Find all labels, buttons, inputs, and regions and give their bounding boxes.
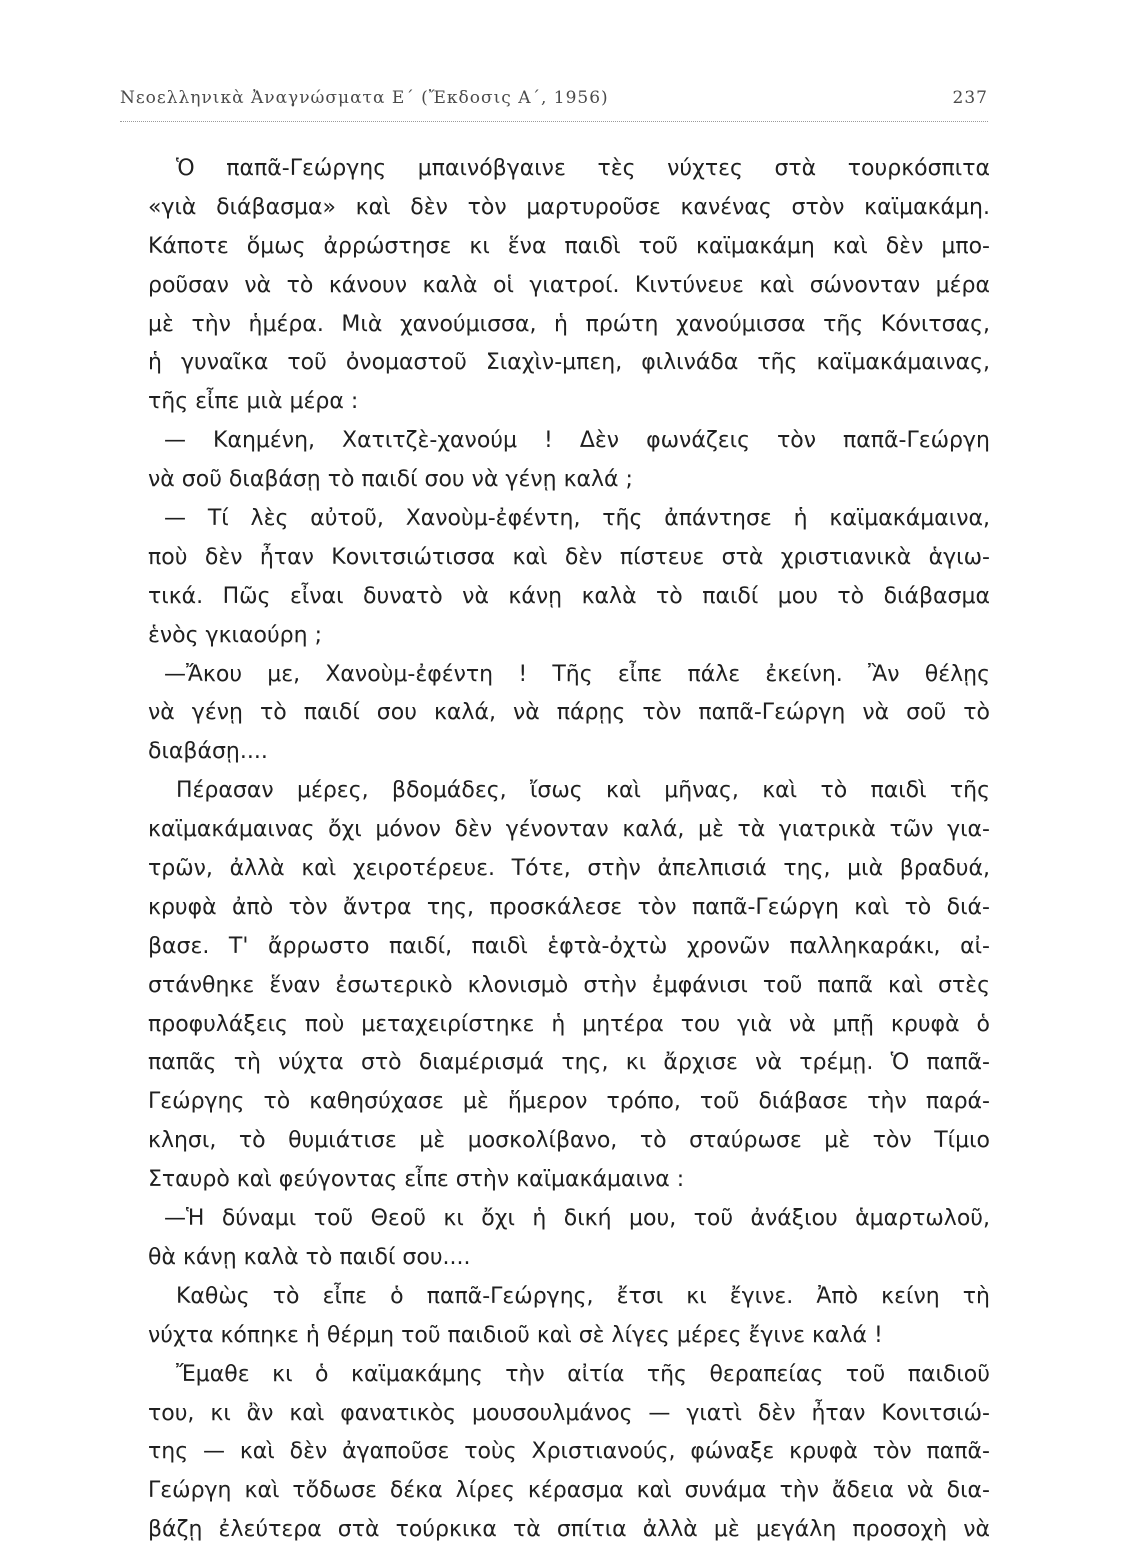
running-header	[120, 88, 988, 116]
text-line: νύχτα κόπηκε ἡ θέρμη τοῦ παιδιοῦ καὶ σὲ λίγες μέρες ἔγινε καλά !	[148, 1322, 883, 1348]
text-line: του, κι ἂν καὶ φανατικὸς μουσουλμάνος — γιατὶ δὲν ἦταν Κονιτσιώ-	[148, 1400, 990, 1426]
text-line: ποὺ δὲν ἦταν Κονιτσιώτισσα καὶ δὲν πίστευε στὰ χριστιανικὰ ἁγιω-	[148, 544, 990, 570]
text-line: ἡ γυναῖκα τοῦ ὀνομαστοῦ Σιαχὶν-μπεη, φιλινάδα τῆς καϊμακάμαινας,	[148, 350, 990, 376]
text-line: καϊμακάμαινας ὄχι μόνον δὲν γένονταν καλά, μὲ τὰ γιατρικὰ τῶν για-	[148, 817, 990, 843]
text-line: Σταυρὸ καὶ φεύγοντας εἶπε στὴν καϊμακάμαινα :	[148, 1167, 685, 1193]
text-line: τρῶν, ἀλλὰ καὶ χειροτέρευε. Τότε, στὴν ἀπελπισιά της, μιὰ βραδυά,	[148, 856, 990, 882]
text-line: Καθὼς τὸ εἶπε ὁ παπᾶ-Γεώργης, ἔτσι κι ἔγινε. Ἀπὸ κείνη τὴ	[176, 1283, 990, 1309]
text-line: στάνθηκε ἕναν ἐσωτερικὸ κλονισμὸ στὴν ἐμφάνισι τοῦ παπᾶ καὶ στὲς	[148, 972, 990, 998]
text-line: Κάποτε ὅμως ἀρρώστησε κι ἕνα παιδὶ τοῦ καϊμακάμη καὶ δὲν μπο-	[148, 233, 990, 259]
text-line: βάζῃ ἐλεύτερα στὰ τούρκικα τὰ σπίτια ἀλλὰ μὲ μεγάλη προσοχὴ νὰ	[148, 1517, 990, 1543]
text-line: προφυλάξεις ποὺ μεταχειρίστηκε ἡ μητέρα του γιὰ νὰ μπῇ κρυφὰ ὁ	[148, 1011, 990, 1037]
text-line: —Ἡ δύναμι τοῦ Θεοῦ κι ὄχι ἡ δική μου, τοῦ ἀνάξιου ἁμαρτωλοῦ,	[164, 1206, 990, 1232]
text-line: «γιὰ διάβασμα» καὶ δὲν τὸν μαρτυροῦσε κανένας στὸν καϊμακάμη.	[148, 194, 990, 220]
text-line: Γεώργης τὸ καθησύχασε μὲ ἥμερον τρόπο, τοῦ διάβασε τὴν παρά-	[148, 1089, 990, 1115]
text-line: θὰ κάνῃ καλὰ τὸ παιδί σου....	[148, 1244, 471, 1270]
text-line: — Καημένη, Χατιτζὲ-χανούμ ! Δὲν φωνάζεις τὸν παπᾶ-Γεώργη	[164, 428, 990, 454]
text-line: Γεώργη καὶ τὄδωσε δέκα λίρες κέρασμα καὶ συνάμα τὴν ἄδεια νὰ δια-	[148, 1478, 990, 1504]
text-line: κλησι, τὸ θυμιάτισε μὲ μοσκολίβανο, τὸ σταύρωσε μὲ τὸν Τίμιο	[148, 1128, 990, 1154]
text-line: μὲ τὴν ἡμέρα. Μιὰ χανούμισσα, ἡ πρώτη χανούμισσα τῆς Κόνιτσας,	[148, 311, 990, 337]
header-rule	[120, 121, 988, 122]
text-line: κρυφὰ ἀπὸ τὸν ἄντρα της, προσκάλεσε τὸν παπᾶ-Γεώργη καὶ τὸ διά-	[148, 894, 990, 920]
text-line: — Τί λὲς αὐτοῦ, Χανοὺμ-ἐφέντη, τῆς ἀπάντησε ἡ καϊμακάμαινα,	[164, 506, 990, 532]
text-line: νὰ σοῦ διαβάσῃ τὸ παιδί σου νὰ γένῃ καλά ;	[148, 467, 633, 493]
text-line: Ὁ παπᾶ-Γεώργης μπαινόβγαινε τὲς νύχτες στὰ τουρκόσπιτα	[176, 156, 990, 181]
text-line: παπᾶς τὴ νύχτα στὸ διαμέρισμά της, κι ἄρχισε νὰ τρέμῃ. Ὁ παπᾶ-	[148, 1050, 990, 1076]
page-number: 237	[952, 88, 988, 108]
text-line: της — καὶ δὲν ἀγαποῦσε τοὺς Χριστιανούς, φώναξε κρυφὰ τὸν παπᾶ-	[148, 1439, 990, 1465]
text-line: ἑνὸς γκιαούρη ;	[148, 622, 322, 648]
body-text	[148, 150, 990, 1550]
text-line: διαβάσῃ....	[148, 739, 268, 765]
text-line: τῆς εἶπε μιὰ μέρα :	[148, 389, 359, 415]
text-line: ροῦσαν νὰ τὸ κάνουν καλὰ οἱ γιατροί. Κιντύνευε καὶ σώνονταν μέρα	[148, 272, 990, 298]
text-line: Πέρασαν μέρες, βδομάδες, ἴσως καὶ μῆνας, καὶ τὸ παιδὶ τῆς	[176, 778, 990, 804]
text-line: —Ἄκου με, Χανοὺμ-ἐφέντη ! Τῆς εἶπε πάλε ἐκείνη. Ἂν θέλῃς	[164, 661, 990, 687]
text-line: βασε. Τ' ἄρρωστο παιδί, παιδὶ ἑφτὰ-ὀχτὼ χρονῶν παλληκαράκι, αἰ-	[148, 933, 990, 959]
book-title: Νεοελληνικὰ Ἀναγνώσματα Ε΄ (Ἔκδοσις Α΄, 1956)	[120, 88, 609, 108]
text-line: Ἔμαθε κι ὁ καϊμακάμης τὴν αἰτία τῆς θεραπείας τοῦ παιδιοῦ	[176, 1361, 990, 1387]
text-line: τικά. Πῶς εἶναι δυνατὸ νὰ κάνῃ καλὰ τὸ παιδί μου τὸ διάβασμα	[148, 583, 990, 609]
text-line: νὰ γένῃ τὸ παιδί σου καλά, νὰ πάρῃς τὸν παπᾶ-Γεώργη νὰ σοῦ τὸ	[148, 700, 990, 726]
